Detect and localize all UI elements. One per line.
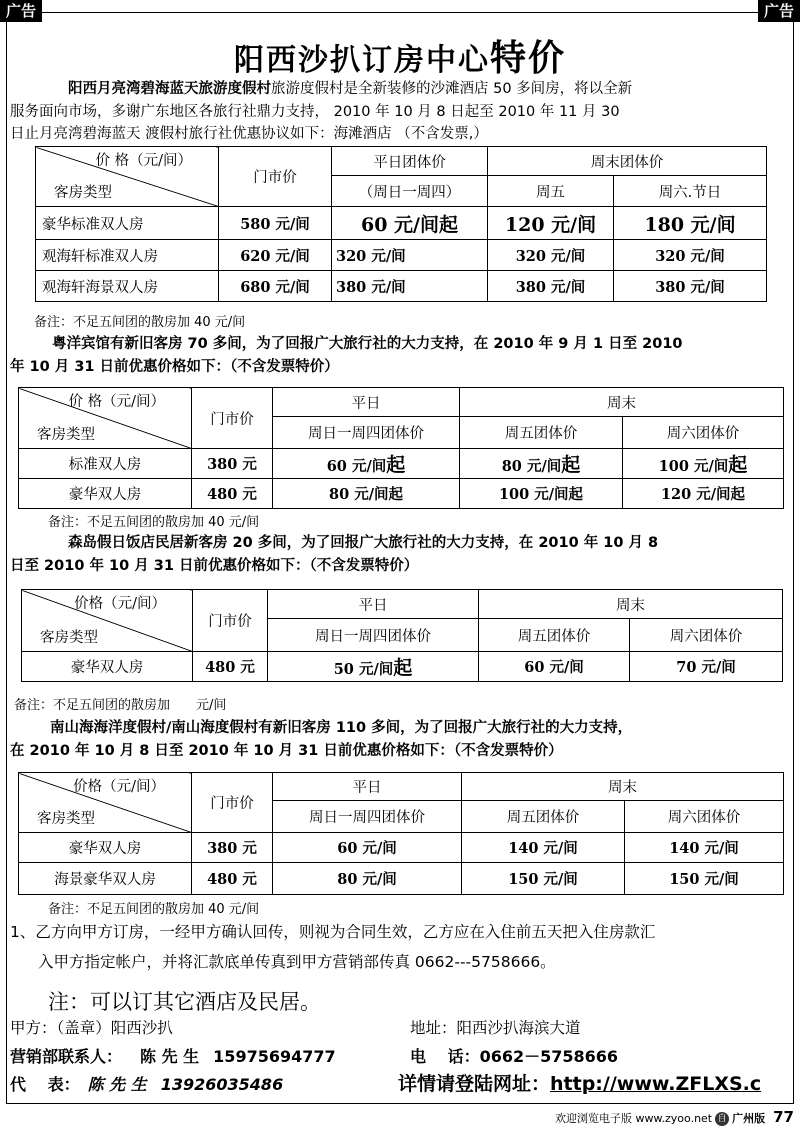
room-type: 豪华标准双人房 [36, 207, 219, 240]
section2-line2: 年 10 月 31 日前优惠价格如下：（不含发票特价） [10, 358, 339, 375]
intro-paragraph [10, 78, 790, 146]
door-price: 380 元 [192, 833, 273, 863]
price-table-4 [18, 772, 784, 895]
clause-paragraph [10, 917, 795, 977]
saturday-price: 320 元/间 [614, 240, 767, 271]
contact-line [10, 1044, 336, 1067]
party-a: 甲方：（盖章）阳西沙扒 [10, 1019, 173, 1037]
door-price: 580 元/间 [219, 207, 332, 240]
price-value: 80 元/间 [501, 458, 562, 475]
qi-suffix: 起 [393, 657, 413, 679]
rep-name: 陈 先 生 [87, 1075, 147, 1094]
table4-note: 备注：不足五间团的散房加 40 元/间 [48, 902, 260, 917]
table2-col1-header: 周日一周四团体价 [273, 417, 460, 449]
table-row [36, 271, 767, 302]
table3-corner [22, 590, 193, 652]
section3-line1: 森岛假日饭店民居新客房 20 多间，为了回报广大旅行社的大力支持，在 2010 年 10 月 8 [68, 535, 659, 551]
section4-line2: 在 2010 年 10 月 8 日至 2010 年 10 月 31 日前优惠价格如下：（不含发票特价） [10, 742, 563, 759]
table2-door-header: 门市价 [192, 388, 273, 449]
table1-weekend-header: 周末团体价 [488, 147, 767, 176]
rep-label: 代 表： [10, 1075, 80, 1094]
table3-weekday-header: 平日 [268, 590, 479, 619]
friday-price: 60 元/间 [479, 652, 630, 682]
table4-weekday-header: 平日 [273, 773, 462, 801]
room-type: 观海轩海景双人房 [36, 271, 219, 302]
contact-name: 陈 先 生 [140, 1047, 200, 1066]
page-title [0, 30, 800, 81]
table1-price-header: 价 格（元/间） [95, 153, 192, 169]
weekday-price [273, 449, 460, 479]
table-row [19, 479, 784, 509]
table1-note: 备注：不足五间团的散房加 40 元/间 [34, 315, 246, 330]
table3-door-header: 门市价 [193, 590, 268, 652]
table3-price-header: 价格（元/间） [74, 596, 166, 612]
saturday-price: 70 元/间 [630, 652, 783, 682]
table4-col1-header: 周日一周四团体价 [273, 801, 462, 833]
price-table-3 [21, 589, 783, 682]
table4-door-header: 门市价 [192, 773, 273, 833]
room-type: 标准双人房 [19, 449, 192, 479]
section3-paragraph [10, 532, 790, 577]
price-value: 60 元/间 [326, 458, 387, 475]
table2-weekend-header: 周末 [460, 388, 784, 417]
saturday-price: 120 元/间起 [623, 479, 784, 509]
friday-price: 150 元/间 [462, 863, 625, 895]
table4-corner [19, 773, 192, 833]
website-link[interactable]: http://www.ZFLXS.c [550, 1073, 762, 1095]
price-table-1 [35, 146, 767, 302]
rep-phone: 13926035486 [160, 1075, 284, 1094]
table-row [19, 449, 784, 479]
table3-col3-header: 周六团体价 [630, 619, 783, 652]
price-value: 50 元/间 [333, 661, 394, 678]
tel-number: 0662－5758666 [479, 1047, 619, 1066]
door-price: 680 元/间 [219, 271, 332, 302]
contact-phone: 15975694777 [213, 1047, 336, 1066]
table4-weekend-header: 周末 [462, 773, 784, 801]
rep-line [10, 1072, 283, 1095]
contact-label: 营销部联系人： [10, 1047, 123, 1066]
door-price: 620 元/间 [219, 240, 332, 271]
page-footer [555, 1108, 794, 1128]
table-row [19, 833, 784, 863]
table3-weekend-header: 周末 [479, 590, 783, 619]
friday-price: 120 元/间 [488, 207, 614, 240]
table2-col3-header: 周六团体价 [623, 417, 784, 449]
tel-label: 电 话： [410, 1047, 480, 1066]
title-emphasis: 特价 [489, 37, 566, 79]
table3-col1-header: 周日一周四团体价 [268, 619, 479, 652]
table2-col2-header: 周五团体价 [460, 417, 623, 449]
table-row [36, 240, 767, 271]
weekday-price [268, 652, 479, 682]
room-type: 豪华双人房 [22, 652, 193, 682]
room-type: 海景豪华双人房 [19, 863, 192, 895]
intro-line2: 服务面向市场，多谢广东地区各旅行社鼎力支持， 2010 年 10 月 8 日起至 2010 年 11 月 30 [10, 103, 620, 120]
weekday-price: 60 元/间起 [332, 207, 488, 240]
table1-corner [36, 147, 219, 207]
door-price: 480 元 [192, 863, 273, 895]
weekday-price: 320 元/间 [332, 240, 488, 271]
weekday-price: 80 元/间 [273, 863, 462, 895]
weekday-price: 80 元/间起 [273, 479, 460, 509]
footer-text: 欢迎浏览电子版 www.zyoo.net [555, 1112, 713, 1125]
room-type: 豪华双人房 [19, 833, 192, 863]
price-table-2 [18, 387, 784, 509]
intro-line1: 旅游度假村是全新装修的沙滩酒店 50 多间房，将以全新 [271, 81, 633, 97]
weekday-price: 380 元/间 [332, 271, 488, 302]
friday-price: 100 元/间起 [460, 479, 623, 509]
footer-edition: 广州版 [732, 1112, 766, 1125]
table4-col2-header: 周五团体价 [462, 801, 625, 833]
table-row [22, 652, 783, 682]
table2-price-header: 价 格（元/间） [68, 394, 165, 410]
qi-suffix: 起 [561, 454, 581, 476]
friday-price: 380 元/间 [488, 271, 614, 302]
section3-line2: 日至 2010 年 10 月 31 日前优惠价格如下：（不含发票特价） [10, 557, 419, 574]
page-number: 77 [773, 1108, 794, 1126]
table1-door-header: 门市价 [219, 147, 332, 207]
saturday-price: 380 元/间 [614, 271, 767, 302]
section2-line1: 粤洋宾馆有新旧客房 70 多间，为了回报广大旅行社的大力支持，在 2010 年 9 月 1 日至 2010 [52, 336, 683, 352]
clause-line1: 1、乙方向甲方订房，一经甲方确认回传，则视为合同生效，乙方应在入住前五天把入住房款汇 [10, 923, 656, 941]
section2-paragraph [10, 333, 790, 378]
clause-line2: 入甲方指定帐户，并将汇款底单传真到甲方营销部传真 0662---5758666。 [38, 953, 556, 971]
web-line [398, 1069, 761, 1096]
section4-line1: 南山海海洋度假村/南山海度假村有新旧客房 110 多间，为了回报广大旅行社的大力支持， [50, 720, 633, 736]
ad-label-left: 广告 [0, 0, 42, 22]
table1-sat-header: 周六.节日 [614, 176, 767, 207]
intro-resort-name: 阳西月亮湾碧海蓝天旅游度假村 [68, 81, 271, 97]
friday-price [460, 449, 623, 479]
table2-note: 备注：不足五间团的散房加 40 元/间 [48, 515, 260, 530]
table1-fri-header: 周五 [488, 176, 614, 207]
door-price: 480 元 [192, 479, 273, 509]
saturday-price [623, 449, 784, 479]
intro-line3: 日止月亮湾碧海蓝天 渡假村旅行社优惠协议如下：海滩酒店 （不含发票,） [10, 126, 488, 142]
qi-suffix: 起 [728, 454, 748, 476]
table-row [36, 207, 767, 240]
price-value: 100 元/间 [658, 458, 729, 475]
friday-price: 140 元/间 [462, 833, 625, 863]
table-row [19, 863, 784, 895]
section4-paragraph [10, 717, 790, 762]
friday-price: 320 元/间 [488, 240, 614, 271]
table3-roomtype-header: 客房类型 [40, 630, 98, 646]
ad-label-right: 广告 [758, 0, 800, 22]
qi-suffix: 起 [386, 454, 406, 476]
room-type: 豪华双人房 [19, 479, 192, 509]
weekday-price: 60 元/间 [273, 833, 462, 863]
web-label: 详情请登陆网址： [398, 1073, 551, 1095]
title-main: 阳西沙扒订房中心 [233, 43, 490, 78]
door-price: 380 元 [192, 449, 273, 479]
saturday-price: 140 元/间 [625, 833, 784, 863]
table1-weekday-sub: （周日一周四） [332, 176, 488, 207]
table4-roomtype-header: 客房类型 [37, 811, 95, 827]
address: 地址：阳西沙扒海滨大道 [410, 1019, 581, 1037]
table4-col3-header: 周六团体价 [625, 801, 784, 833]
tel-line [410, 1044, 618, 1067]
table2-weekday-header: 平日 [273, 388, 460, 417]
table1-roomtype-header: 客房类型 [54, 185, 112, 201]
note-other-hotels: 注：可以订其它酒店及民居。 [48, 990, 321, 1014]
door-price: 480 元 [193, 652, 268, 682]
table3-note: 备注：不足五间团的散房加 元/间 [14, 698, 227, 713]
table2-corner [19, 388, 192, 449]
saturday-price: 150 元/间 [625, 863, 784, 895]
room-type: 观海轩标准双人房 [36, 240, 219, 271]
table3-col2-header: 周五团体价 [479, 619, 630, 652]
table1-weekday-header: 平日团体价 [332, 147, 488, 176]
table2-roomtype-header: 客房类型 [37, 427, 95, 443]
saturday-price: 180 元/间 [614, 207, 767, 240]
table4-price-header: 价格（元/间） [73, 779, 165, 795]
footer-badge-icon: 自 [715, 1112, 729, 1126]
